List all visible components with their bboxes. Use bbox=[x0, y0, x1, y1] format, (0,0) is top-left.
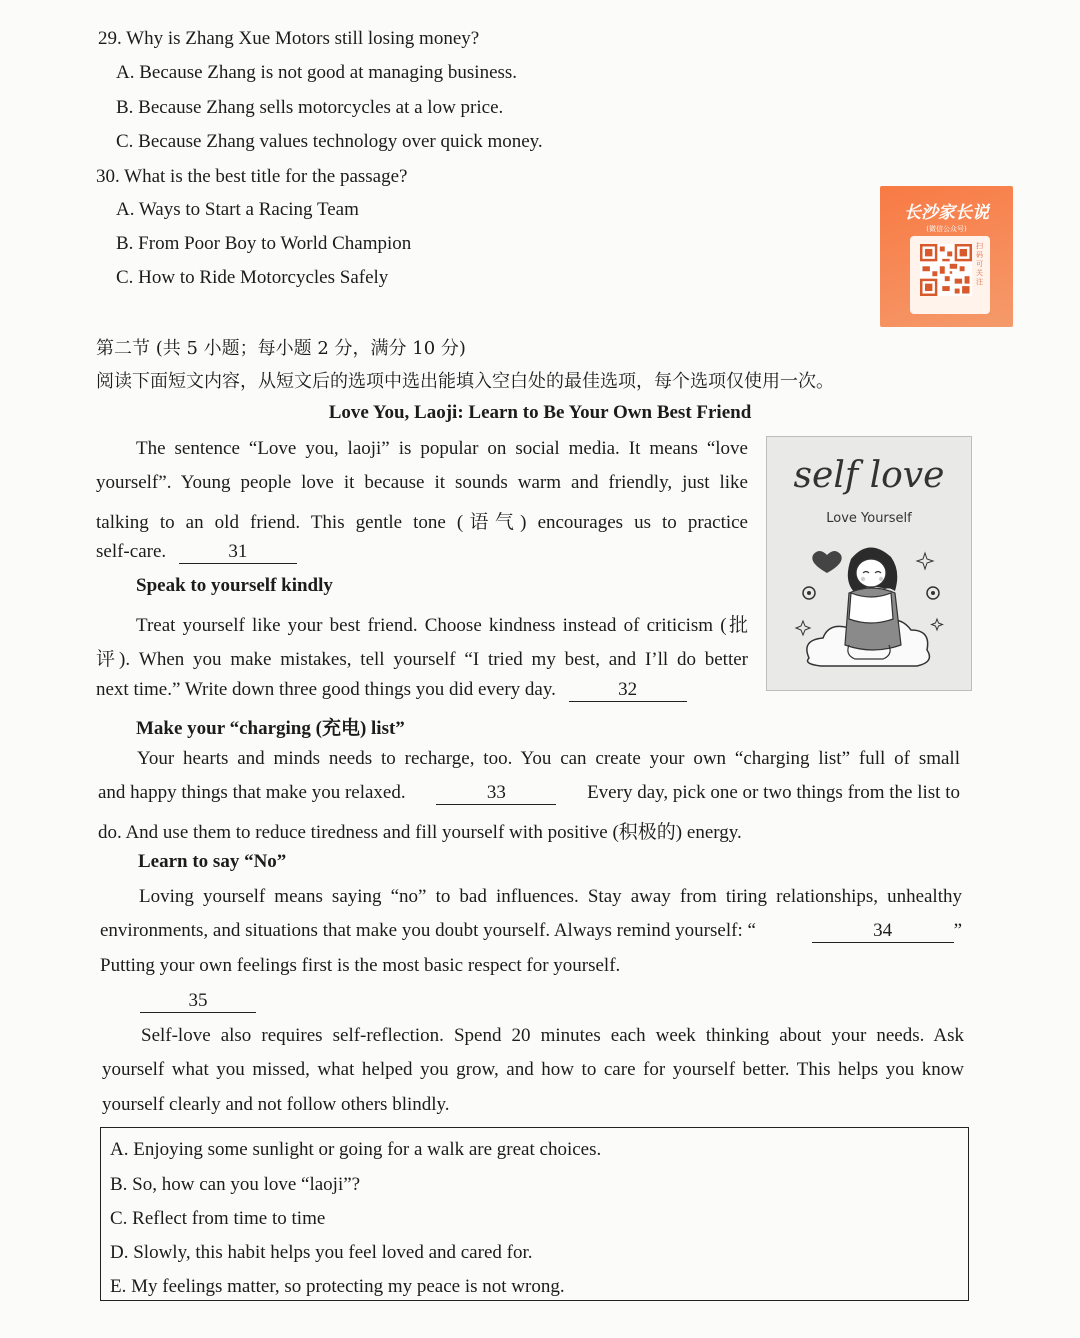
p5-line-1: Self-love also requires self-reflection. Spend 20 minutes each week thinking about your needs. Ask bbox=[141, 1025, 964, 1046]
p1-line-2: yourself”. Young people love it because it sounds warm and friendly, just like bbox=[96, 472, 748, 493]
p1-line-4: self-care. bbox=[96, 541, 167, 562]
blank-31: 31 bbox=[179, 541, 297, 564]
p3-line-2b: Every day, pick one or two things from the list to bbox=[587, 782, 960, 803]
option-e: E. My feelings matter, so protecting my peace is not wrong. bbox=[110, 1276, 565, 1297]
q29-option-a: A. Because Zhang is not good at managing business. bbox=[116, 62, 518, 83]
ad-subtitle: (微信公众号) bbox=[926, 225, 967, 233]
qr-card bbox=[910, 236, 990, 314]
blank-33: 33 bbox=[436, 782, 556, 805]
question-29: 29. Why is Zhang Xue Motors still losing money? bbox=[98, 28, 480, 49]
q29-option-b: B. Because Zhang sells motorcycles at a low price. bbox=[116, 97, 504, 118]
passage-title: Love You, Laoji: Learn to Be Your Own Best Friend bbox=[328, 402, 752, 423]
blank-35: 35 bbox=[140, 990, 256, 1013]
ad-title: 长沙家长说 bbox=[904, 203, 989, 223]
option-a: A. Enjoying some sunlight or going for a walk are great choices. bbox=[110, 1139, 602, 1160]
blank-34: 34 bbox=[812, 920, 954, 943]
heading-say-no: Learn to say “No” bbox=[138, 851, 287, 872]
qr-code-ad[interactable] bbox=[880, 186, 1013, 327]
q30-option-a: A. Ways to Start a Racing Team bbox=[116, 199, 359, 220]
p4-line-2-end-quote: ” bbox=[953, 920, 962, 941]
q30-option-b: B. From Poor Boy to World Champion bbox=[116, 233, 412, 254]
heading-charging-list: Make your “charging (充电) list” bbox=[136, 718, 405, 739]
section-instruction: 阅读下面短文内容，从短文后的选项中选出能填入空白处的最佳选项，每个选项仅使用一次。 bbox=[96, 371, 834, 392]
heading-speak-kindly: Speak to yourself kindly bbox=[136, 575, 333, 596]
p5-line-2: yourself what you missed, what helped you grow, and how to care for yourself better. This helps you know bbox=[102, 1059, 964, 1080]
p3-line-3: do. And use them to reduce tiredness and fill yourself with positive (积极的) energy. bbox=[98, 822, 742, 843]
blank-32: 32 bbox=[569, 679, 687, 702]
illustration-caption: Love Yourself bbox=[826, 511, 912, 526]
p1-line-3: talking to an old friend. This gentle tone (语气) encourages us to practice bbox=[96, 512, 748, 533]
self-love-illustration bbox=[766, 436, 972, 691]
illustration-script-text: self love bbox=[793, 455, 945, 496]
p4-line-1: Loving yourself means saying “no” to bad influences. Stay away from tiring relationships, unhealthy bbox=[139, 886, 962, 907]
p2-line-1: Treat yourself like your best friend. Choose kindness instead of criticism (批 bbox=[136, 615, 748, 636]
qr-code-icon bbox=[920, 244, 972, 296]
p2-line-2: 评). When you make mistakes, tell yourself “I tried my best, and I’ll do better bbox=[96, 649, 748, 670]
option-d: D. Slowly, this habit helps you feel loved and cared for. bbox=[110, 1242, 533, 1263]
girl-hugging-knees-icon bbox=[789, 533, 949, 683]
p4-line-2: environments, and situations that make you doubt yourself. Always remind yourself: “ bbox=[100, 920, 756, 941]
question-30: 30. What is the best title for the passage? bbox=[96, 166, 408, 187]
option-b: B. So, how can you love “laoji”? bbox=[110, 1174, 361, 1195]
option-c: C. Reflect from time to time bbox=[110, 1208, 326, 1229]
p1-line-1: The sentence “Love you, laoji” is popular on social media. It means “love bbox=[136, 438, 748, 459]
q29-option-c: C. Because Zhang values technology over quick money. bbox=[116, 131, 543, 152]
q30-option-c: C. How to Ride Motorcycles Safely bbox=[116, 267, 389, 288]
section-header: 第二节 (共 5 小题；每小题 2 分，满分 10 分) bbox=[96, 338, 466, 359]
answer-options-box bbox=[100, 1127, 969, 1301]
p4-line-3: Putting your own feelings first is the most basic respect for yourself. bbox=[100, 955, 621, 976]
ad-side-text: 扫码可关注 bbox=[976, 242, 983, 286]
p2-line-3: next time.” Write down three good things you did every day. bbox=[96, 679, 556, 700]
p3-line-1: Your hearts and minds needs to recharge, too. You can create your own “charging list” full of small bbox=[137, 748, 960, 769]
p5-line-3: yourself clearly and not follow others blindly. bbox=[102, 1094, 450, 1115]
p3-line-2a: and happy things that make you relaxed. bbox=[98, 782, 406, 803]
